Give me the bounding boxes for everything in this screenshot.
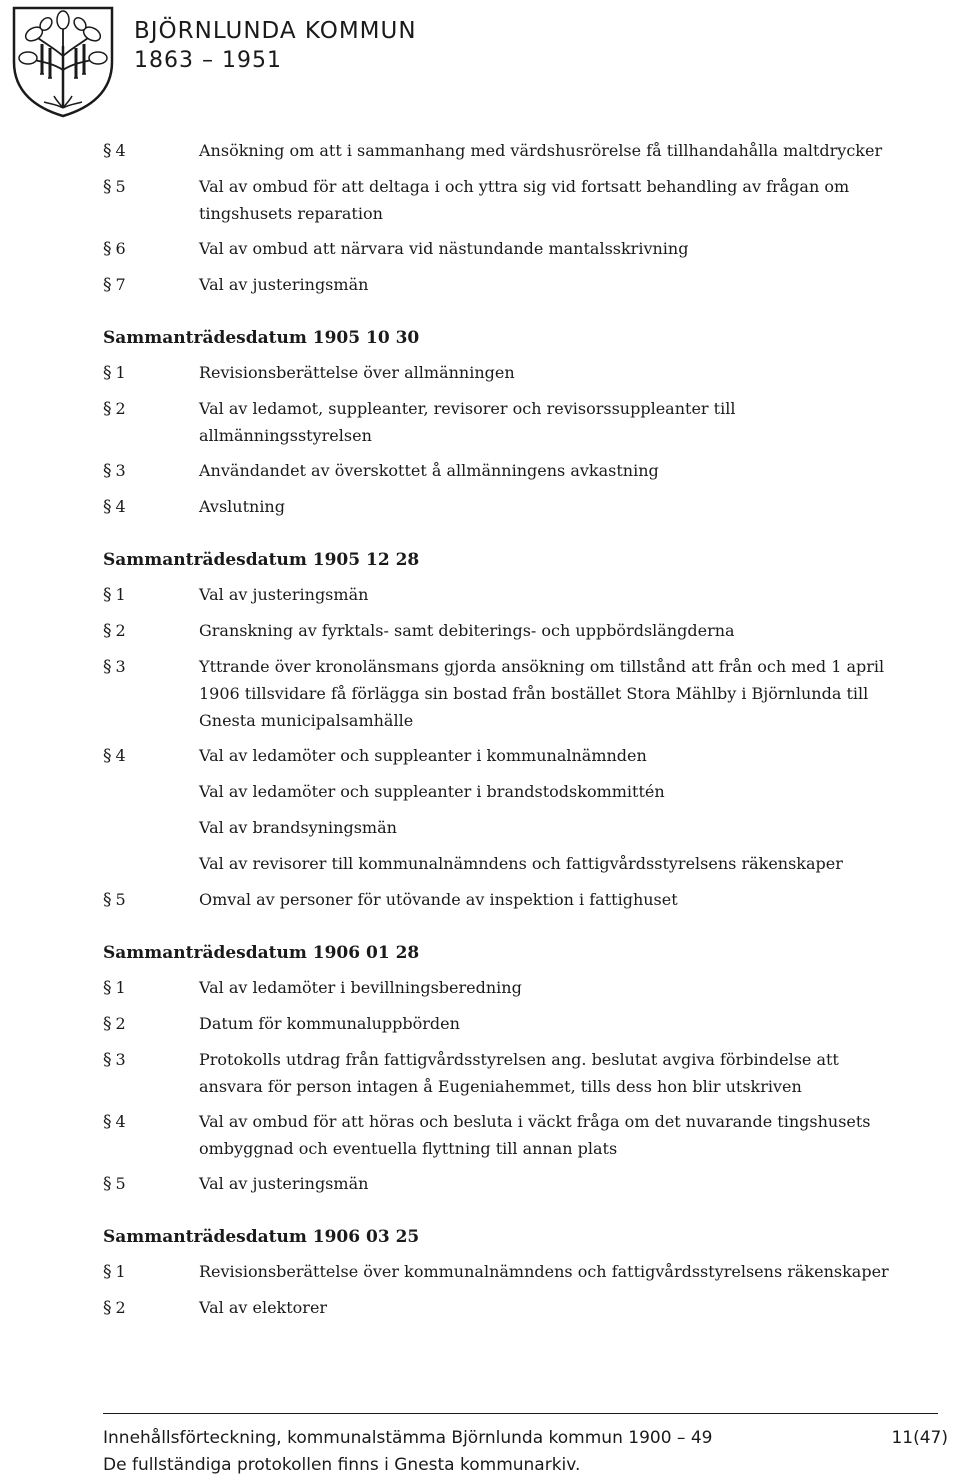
section-sign-icon: § <box>103 1174 112 1194</box>
paragraph-number <box>103 235 199 263</box>
agenda-item-text: Ansökning om att i sammanhang med värdshusrörelse få tillhandahålla maltdrycker <box>199 141 883 160</box>
section-sign-icon: § <box>103 363 112 383</box>
agenda-item <box>103 1258 893 1286</box>
paragraph-number-value: 6 <box>115 239 126 258</box>
agenda-item <box>103 653 893 734</box>
meeting-section <box>103 1224 893 1322</box>
paragraph-number <box>103 271 199 299</box>
meeting-date-heading: Sammanträdesdatum 1905 12 28 <box>103 550 420 570</box>
meeting-section <box>103 325 893 521</box>
municipality-years: 1863 – 1951 <box>134 48 282 73</box>
paragraph-number-value: 7 <box>115 275 126 294</box>
page-header <box>0 0 960 124</box>
paragraph-number <box>103 457 199 485</box>
agenda-item-text: Datum för kommunaluppbörden <box>199 1014 460 1033</box>
paragraph-number-value: 4 <box>115 497 126 516</box>
section-sign-icon: § <box>103 1014 112 1034</box>
table-of-contents <box>103 137 893 1348</box>
paragraph-number-value: 1 <box>115 978 126 997</box>
section-sign-icon: § <box>103 1112 112 1132</box>
agenda-item-text: Val av ledamöter i bevillningsberedning <box>199 978 522 997</box>
agenda-item <box>103 778 893 806</box>
agenda-item <box>103 1108 893 1162</box>
paragraph-number <box>103 1010 199 1038</box>
agenda-item-text: Val av ombud för att höras och besluta i väckt fråga om det nuvarande tingshusets ombyggnad och eventuella flyttning till annan plats <box>199 1112 871 1158</box>
meeting-date-heading: Sammanträdesdatum 1906 01 28 <box>103 943 420 963</box>
paragraph-number <box>103 1294 199 1322</box>
agenda-item <box>103 395 893 449</box>
paragraph-number-value: 5 <box>115 177 126 196</box>
agenda-item-text: Revisionsberättelse över allmänningen <box>199 363 515 382</box>
paragraph-number <box>103 137 199 165</box>
agenda-item-text: Val av elektorer <box>199 1298 328 1317</box>
paragraph-number-value: 3 <box>115 657 126 676</box>
section-sign-icon: § <box>103 239 112 259</box>
agenda-item <box>103 1010 893 1038</box>
agenda-item <box>103 850 893 878</box>
agenda-item-text: Val av revisorer till kommunalnämndens och fattigvårdsstyrelsens räkenskaper <box>199 854 843 873</box>
paragraph-number-value: 2 <box>115 399 126 418</box>
agenda-item <box>103 814 893 842</box>
section-sign-icon: § <box>103 141 112 161</box>
section-sign-icon: § <box>103 1298 112 1318</box>
paragraph-number <box>103 1170 199 1198</box>
agenda-item <box>103 974 893 1002</box>
paragraph-number-value: 5 <box>115 1174 126 1193</box>
agenda-item-text: Omval av personer för utövande av inspektion i fattighuset <box>199 890 678 909</box>
agenda-item-text: Val av ledamot, suppleanter, revisorer och revisorssuppleanter till allmänningsstyrelsen <box>199 399 736 445</box>
meeting-section <box>103 547 893 914</box>
paragraph-number <box>103 653 199 681</box>
paragraph-number <box>103 493 199 521</box>
paragraph-number <box>103 1258 199 1286</box>
agenda-item-text: Användandet av överskottet å allmänningens avkastning <box>199 461 659 480</box>
footer-archive-note: De fullständiga protokollen finns i Gnesta kommunarkiv. <box>103 1455 581 1475</box>
paragraph-number-value: 2 <box>115 1298 126 1317</box>
footer-divider <box>103 1413 938 1414</box>
section-sign-icon: § <box>103 746 112 766</box>
paragraph-number-value: 3 <box>115 1050 126 1069</box>
agenda-item-text: Val av ledamöter och suppleanter i kommunalnämnden <box>199 746 647 765</box>
paragraph-number <box>103 1108 199 1136</box>
paragraph-number <box>103 617 199 645</box>
agenda-item-text: Val av brandsyningsmän <box>199 818 397 837</box>
page-number: 11(47) <box>891 1428 948 1448</box>
section-sign-icon: § <box>103 978 112 998</box>
municipal-crest-icon <box>10 4 116 118</box>
agenda-item <box>103 1170 893 1198</box>
agenda-item-text: Val av justeringsmän <box>199 1174 369 1193</box>
agenda-item <box>103 235 893 263</box>
meeting-date-heading: Sammanträdesdatum 1906 03 25 <box>103 1227 420 1247</box>
paragraph-number <box>103 359 199 387</box>
agenda-item <box>103 581 893 609</box>
paragraph-number-value: 4 <box>115 141 126 160</box>
agenda-item-text: Revisionsberättelse över kommunalnämndens och fattigvårdsstyrelsens räkenskaper <box>199 1262 889 1281</box>
agenda-item-text: Granskning av fyrktals- samt debiterings- och uppbördslängderna <box>199 621 735 640</box>
agenda-item <box>103 742 893 770</box>
paragraph-number-value: 3 <box>115 461 126 480</box>
paragraph-number-value: 1 <box>115 1262 126 1281</box>
agenda-item-text: Protokolls utdrag från fattigvårdsstyrelsen ang. beslutat avgiva förbindelse att ansvara för person intagen å Eugeniahemmet, tills dess hon blir utskriven <box>199 1050 839 1096</box>
section-sign-icon: § <box>103 497 112 517</box>
agenda-item-text: Val av ledamöter och suppleanter i brandstodskommittén <box>199 782 665 801</box>
agenda-item <box>103 1046 893 1100</box>
agenda-item <box>103 493 893 521</box>
section-sign-icon: § <box>103 585 112 605</box>
agenda-item-text: Yttrande över kronolänsmans gjorda ansökning om tillstånd att från och med 1 april 1906 tillsvidare få förlägga sin bostad från bostället Stora Mählby i Björnlunda till Gnesta municipalsamhälle <box>199 657 885 730</box>
section-sign-icon: § <box>103 275 112 295</box>
paragraph-number <box>103 173 199 201</box>
paragraph-number <box>103 974 199 1002</box>
agenda-item <box>103 137 893 165</box>
paragraph-number-value: 5 <box>115 890 126 909</box>
paragraph-number-value: 4 <box>115 1112 126 1131</box>
meeting-date-heading: Sammanträdesdatum 1905 10 30 <box>103 328 420 348</box>
agenda-item <box>103 457 893 485</box>
paragraph-number-value: 2 <box>115 621 126 640</box>
paragraph-number-value: 2 <box>115 1014 126 1033</box>
paragraph-number-value: 4 <box>115 746 126 765</box>
section-sign-icon: § <box>103 657 112 677</box>
agenda-item-text: Val av ombud att närvara vid nästundande mantalsskrivning <box>199 239 689 258</box>
agenda-item-text: Val av justeringsmän <box>199 275 369 294</box>
section-sign-icon: § <box>103 890 112 910</box>
agenda-item <box>103 886 893 914</box>
agenda-item-text: Val av justeringsmän <box>199 585 369 604</box>
section-sign-icon: § <box>103 177 112 197</box>
agenda-item-text: Avslutning <box>199 497 285 516</box>
agenda-item <box>103 1294 893 1322</box>
agenda-item <box>103 617 893 645</box>
agenda-item <box>103 271 893 299</box>
section-sign-icon: § <box>103 399 112 419</box>
section-sign-icon: § <box>103 621 112 641</box>
agenda-item-text: Val av ombud för att deltaga i och yttra sig vid fortsatt behandling av frågan om tingshusets reparation <box>199 177 850 223</box>
paragraph-number <box>103 742 199 770</box>
meeting-section <box>103 940 893 1198</box>
paragraph-number <box>103 886 199 914</box>
agenda-item <box>103 173 893 227</box>
meeting-section <box>103 137 893 299</box>
paragraph-number <box>103 1046 199 1074</box>
municipality-title: BJÖRNLUNDA KOMMUN <box>134 18 417 44</box>
paragraph-number-value: 1 <box>115 585 126 604</box>
paragraph-number <box>103 581 199 609</box>
paragraph-number-value: 1 <box>115 363 126 382</box>
agenda-item <box>103 359 893 387</box>
footer-document-title: Innehållsförteckning, kommunalstämma Björnlunda kommun 1900 – 49 <box>103 1428 713 1448</box>
section-sign-icon: § <box>103 1262 112 1282</box>
section-sign-icon: § <box>103 1050 112 1070</box>
section-sign-icon: § <box>103 461 112 481</box>
paragraph-number <box>103 395 199 423</box>
